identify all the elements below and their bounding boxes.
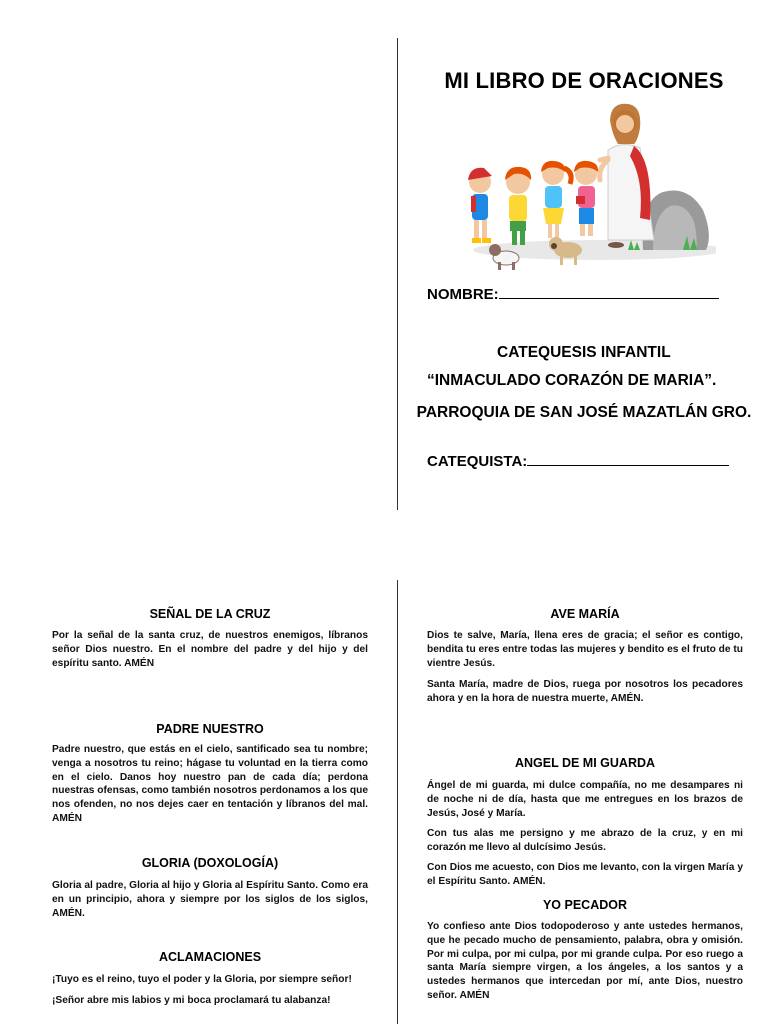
prayer-text-gloria: Gloria al padre, Gloria al hijo y Gloria al Espíritu Santo. Como era en un principio, ahora y siempre por los siglos de los siglos, AMÉN. [52,880,368,919]
prayer-title-aclamaciones: ACLAMACIONES [158,950,262,964]
prayer-title-senal: SEÑAL DE LA CRUZ [149,607,271,621]
nombre-field [427,286,719,303]
catequista-label: CATEQUISTA: [427,453,528,470]
nombre-blank-line [499,297,719,299]
catequesis-infantil: CATEQUESIS INFANTIL [497,344,671,361]
prayer-title-gloria: GLORIA (DOXOLOGÍA) [141,856,279,870]
nombre-label: NOMBRE: [427,286,499,303]
prayer-text-aclamacion-1: ¡Tuyo es el reino, tuyo el poder y la Gloria, por siempre señor! [52,974,352,985]
catequista-blank-line [527,464,729,466]
page-divider-bottom [397,580,398,1024]
prayer-text-pecador: Yo confieso ante Dios todopoderoso y ante ustedes hermanos, que he pecado mucho de pensamiento, palabra, obra y omisión. Por mi culpa, por mi culpa, por mi grande culpa. Por eso ruego a santa María siempre virgen, a los ángeles, a los santos y a ustedes hermanos que intercedan por mí, ante Dios, nuestro señor. AMÉN [427,921,743,1001]
prayer-title-angel: ANGEL DE MI GUARDA [514,756,656,770]
prayer-text-ave-1: Dios te salve, María, llena eres de gracia; el señor es contigo, bendita tu eres entre todas las mujeres y bendito es el fruto de tu vientre Jesús. [427,630,743,669]
prayer-title-ave: AVE MARÍA [550,607,620,621]
jesus-children-illustration [458,100,716,278]
prayer-text-angel-1: Ángel de mi guarda, mi dulce compañía, no me desampares ni de noche ni de día, hasta que me entregues en los brazos de Jesús, José y María. [427,780,743,819]
catequista-field [427,453,729,470]
prayer-text-angel-3: Con Dios me acuesto, con Dios me levanto, con la virgen María y el Espíritu Santo. AMÉN. [427,862,743,887]
prayer-text-angel-2: Con tus alas me persigno y me abrazo de la cruz, y en mi corazón me llevo al dulcísimo Jesús. [427,828,743,853]
prayer-title-pecador: YO PECADOR [542,898,628,912]
prayer-text-ave-2: Santa María, madre de Dios, ruega por nosotros los pecadores ahora y en la hora de nuestra muerte, AMÉN. [427,679,743,704]
prayer-text-padre: Padre nuestro, que estás en el cielo, santificado sea tu nombre; venga a nosotros tu reino; hágase tu voluntad en la tierra como en el cielo. Danos hoy nuestro pan de cada día; perdona nuestras ofensas, como también nosotros perdonamos a los que nos ofenden, no nos dejes caer en tentación y líbranos del mal. AMÉN [52,744,368,824]
cover-title: MI LIBRO DE ORACIONES [444,68,724,93]
prayer-text-aclamacion-2: ¡Señor abre mis labios y mi boca proclamará tu alabanza! [52,995,331,1006]
prayer-text-senal: Por la señal de la santa cruz, de nuestros enemigos, líbranos señor Dios nuestro. En el nombre del padre y del hijo y del espíritu santo. AMÉN [52,630,368,669]
parroquia-line: PARROQUIA DE SAN JOSÉ MAZATLÁN GRO. [416,404,752,421]
page-divider-top [397,38,398,510]
prayer-title-padre: PADRE NUESTRO [156,722,264,736]
parish-name: “INMACULADO CORAZÓN DE MARIA”. [427,372,717,389]
